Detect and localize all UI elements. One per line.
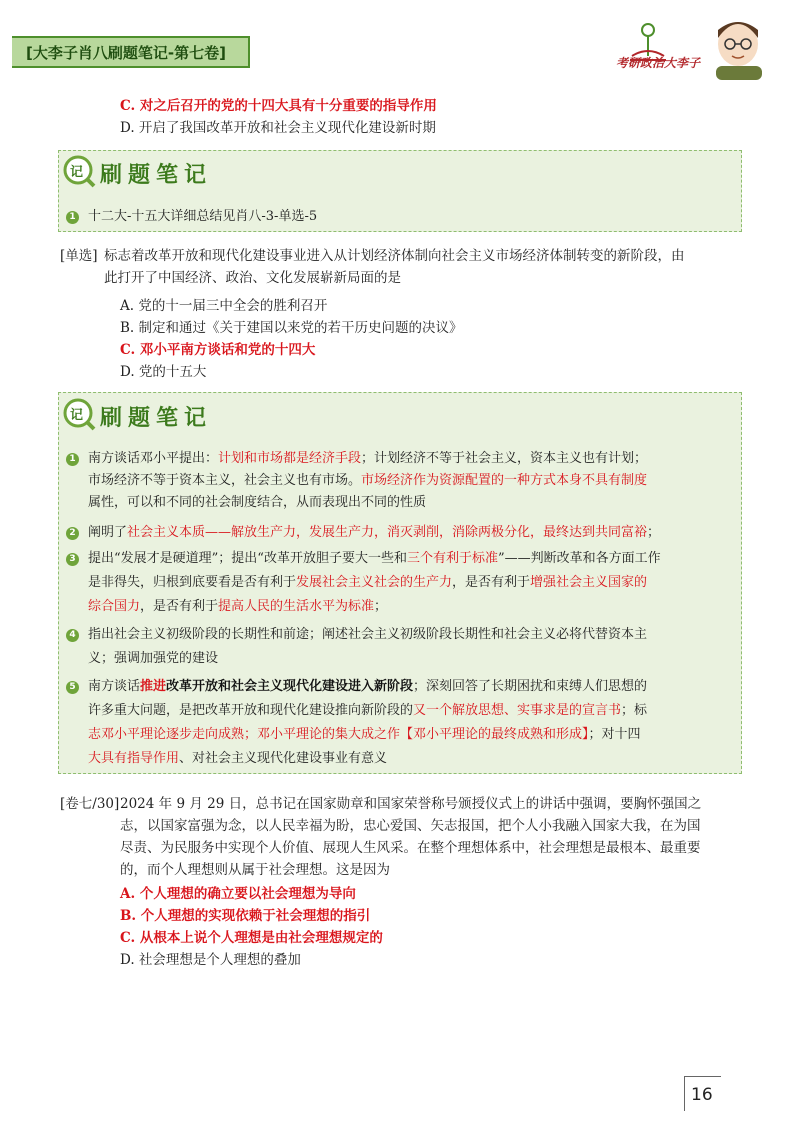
note-2-para5-line3: 志邓小平理论逐步走向成熟；邓小平理论的集大成之作【邓小平理论的最终成熟和形成】；对十四 <box>88 727 641 742</box>
note-2-para4-line1: 指出社会主义初级阶段的长期性和前途；阐述社会主义初级阶段长期性和社会主义必将代替资本主 <box>88 627 648 642</box>
note-2-para5-line4: 大具有指导作用、对社会主义现代化建设事业有意义 <box>88 751 388 766</box>
note-2-para3-line1: 提出“发展才是硬道理”；提出“改革开放胆子要大一些和三个有利于标准”——判断改革和各方面工作 <box>88 551 661 566</box>
q2-option-c: C. 邓小平南方谈话和党的十四大 <box>120 342 316 358</box>
page-number-box <box>684 1076 721 1111</box>
q2-option-a: A. 党的十一届三中全会的胜利召开 <box>120 298 328 314</box>
note-bullet-1: 1 <box>66 453 79 466</box>
note-bullet-5: 5 <box>66 681 79 694</box>
q3-option-a: A. 个人理想的确立要以社会理想为导向 <box>120 886 356 902</box>
note-bullet-1: 1 <box>66 211 79 224</box>
q3-option-c: C. 从根本上说个人理想是由社会理想规定的 <box>120 930 383 946</box>
prev-option-d: D. 开启了我国改革开放和社会主义现代化建设新时期 <box>120 120 436 136</box>
note-2-para1-line1: 南方谈话邓小平提出：计划和市场都是经济手段；计划经济不等于社会主义，资本主义也有计划； <box>88 451 648 466</box>
note-title-1: 刷题笔记 <box>100 163 213 188</box>
q3-stem-line4: 的，而个人理想则从属于社会理想。这是因为 <box>120 862 390 878</box>
note-2-para2: 阐明了社会主义本质——解放生产力，发展生产力，消灭剥削，消除两极分化，最终达到共同富裕； <box>88 525 661 540</box>
note-2-para3-line3: 综合国力，是否有利于提高人民的生活水平为标准； <box>88 599 388 614</box>
note-bullet-3: 3 <box>66 553 79 566</box>
note-title-2: 刷题笔记 <box>100 406 213 431</box>
q3-stem-line2: 志，以国家富强为念，以人民幸福为盼，忠心爱国、矢志报国，把个人小我融入国家大我，在为国 <box>120 818 701 834</box>
q2-option-d: D. 党的十五大 <box>120 364 207 380</box>
prev-option-c: C. 对之后召开的党的十四大具有十分重要的指导作用 <box>120 98 437 114</box>
note-bullet-2: 2 <box>66 527 79 540</box>
q3-stem-line1: 2024 年 9 月 29 日，总书记在国家勋章和国家荣誉称号颁授仪式上的讲话中强调，要胸怀强国之 <box>120 796 702 812</box>
q2-stem-line2: 此打开了中国经济、政治、文化发展崭新局面的是 <box>104 270 401 286</box>
note-2-para5-line1: 南方谈话推进改革开放和社会主义现代化建设进入新阶段；深刻回答了长期困扰和束缚人们思想的 <box>88 679 648 694</box>
q3-option-d: D. 社会理想是个人理想的叠加 <box>120 952 301 968</box>
note-2-para5-line2: 许多重大问题，是把改革开放和现代化建设推向新阶段的又一个解放思想、实事求是的宣言书；标 <box>88 703 648 718</box>
page-number: 16 <box>691 1085 713 1105</box>
q2-option-b: B. 制定和通过《关于建国以来党的若干历史问题的决议》 <box>120 320 463 336</box>
note-2-para3-line2: 是非得失，归根到底要看是否有利于发展社会主义社会的生产力，是否有利于增强社会主义国家的 <box>88 575 648 590</box>
note-bullet-4: 4 <box>66 629 79 642</box>
note-2-para1-line3: 属性，可以和不同的社会制度结合，从而表现出不同的性质 <box>88 495 427 510</box>
note-badge-label: 记 <box>70 408 84 423</box>
q3-prefix: [卷七/30] <box>60 796 120 812</box>
note-badge-label: 记 <box>70 165 84 180</box>
q2-prefix: [单选] <box>60 248 98 264</box>
logo-caption: 考研政治大李子 <box>615 56 700 70</box>
q3-option-b: B. 个人理想的实现依赖于社会理想的指引 <box>120 908 371 924</box>
volume-header-text: [大李子肖八刷题笔记-第七卷] <box>26 44 226 62</box>
note-2-para1-line2: 市场经济不等于资本主义，社会主义也有市场。市场经济作为资源配置的一种方式本身不具有制度 <box>88 473 648 488</box>
note-2-para4-line2: 义；强调加强党的建设 <box>88 651 219 666</box>
q2-stem-line1: 标志着改革开放和现代化建设事业进入从计划经济体制向社会主义市场经济体制转变的新阶段，由 <box>104 248 685 264</box>
volume-header-tag <box>12 36 250 68</box>
q3-stem-line3: 尽责、为民服务中实现个人价值、展现人生风采。在整个理想体系中，社会理想是最根本、最重要 <box>120 840 701 856</box>
note-1-text: 十二大-十五大详细总结见肖八-3-单选-5 <box>88 209 318 224</box>
